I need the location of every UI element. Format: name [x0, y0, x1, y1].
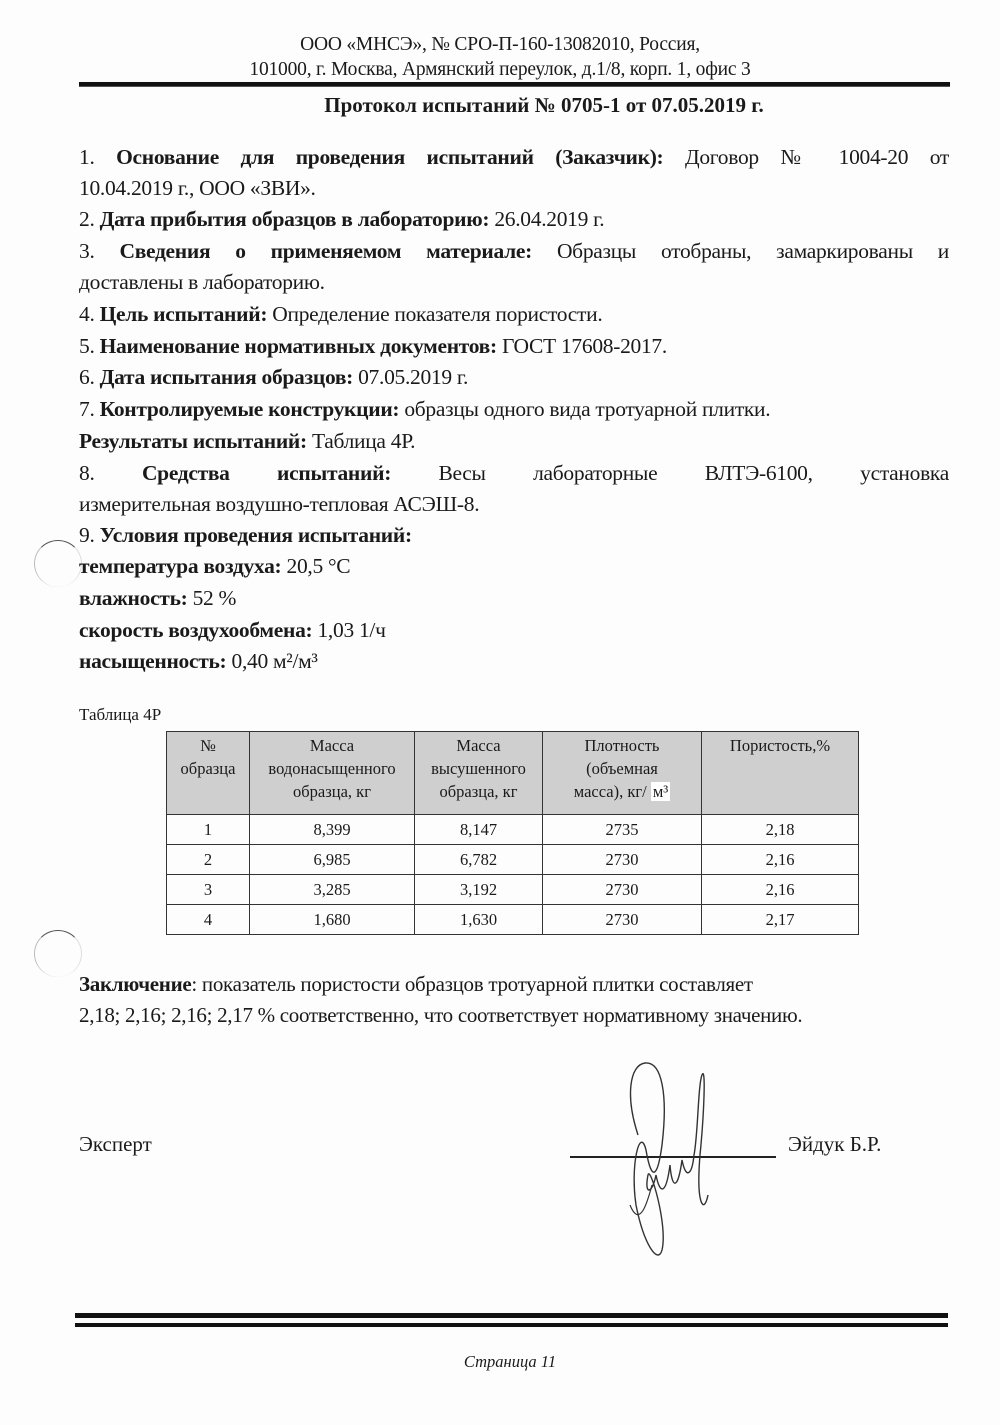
item-value: образцы одного вида тротуарной плитки. — [404, 397, 771, 421]
document-title: Протокол испытаний № 0705-1 от 07.05.2019 г. — [324, 93, 764, 117]
cell-wet-mass: 8,399 — [250, 815, 415, 845]
table-row — [167, 875, 859, 905]
results-table — [166, 731, 859, 935]
item-1 — [79, 142, 949, 173]
conclusion-text: : показатель пористости образцов тротуарной плитки составляет — [191, 972, 753, 996]
cell-density: 2730 — [543, 875, 702, 905]
item-9 — [79, 520, 949, 551]
item-value: Договор № 1004-20 от — [684, 145, 949, 169]
header-porosity: Пористость,% — [702, 732, 859, 815]
header-rule-thin — [79, 86, 950, 87]
item-number: 4. — [79, 302, 95, 326]
item-number: 9. — [79, 523, 95, 547]
item-label: Средства испытаний: — [141, 461, 392, 485]
item-value: Весы лабораторные ВЛТЭ-6100, установка — [438, 461, 949, 485]
org-header-line2: 101000, г. Москва, Армянский переулок, д.1/8, корп. 1, офис 3 — [249, 59, 751, 80]
header-dry-mass: Масса высушенного образца, кг — [415, 732, 543, 815]
item-5 — [79, 331, 949, 362]
item-number: 7. — [79, 397, 95, 421]
cell-dry-mass: 1,630 — [415, 905, 543, 935]
cell-porosity: 2,16 — [702, 845, 859, 875]
item-number: 6. — [79, 365, 95, 389]
condition-label: насыщенность: — [79, 649, 227, 673]
item-label: Дата прибытия образцов в лабораторию: — [99, 207, 490, 231]
item-1-cont: 10.04.2019 г., ООО «ЗВИ». — [79, 176, 316, 200]
table-row — [167, 905, 859, 935]
item-2 — [79, 204, 949, 235]
condition-value: 52 % — [192, 586, 237, 610]
item-label: Основание для проведения испытаний (Заказчик): — [116, 145, 664, 169]
item-value: Определение показателя пористости. — [272, 302, 603, 326]
item-label: Сведения о применяемом материале: — [119, 239, 532, 263]
item-7 — [79, 394, 949, 425]
item-value: Образцы отобраны, замаркированы и — [556, 239, 949, 263]
footer-rule — [75, 1323, 948, 1327]
cell-density: 2730 — [543, 905, 702, 935]
item-8 — [79, 458, 949, 489]
condition-temperature — [79, 551, 949, 582]
item-label: Условия проведения испытаний: — [99, 523, 412, 547]
header-density: Плотность (объемная масса), кг/ м³ — [543, 732, 702, 815]
org-header-line1: ООО «МНСЭ», № СРО-П-160-13082010, Россия, — [300, 34, 700, 55]
cell-dry-mass: 3,192 — [415, 875, 543, 905]
cell-porosity: 2,18 — [702, 815, 859, 845]
condition-value: 20,5 °С — [286, 554, 351, 578]
condition-humidity — [79, 583, 949, 614]
cell-sample-no: 1 — [167, 815, 250, 845]
cell-dry-mass: 8,147 — [415, 815, 543, 845]
results-label: Результаты испытаний: — [79, 429, 307, 453]
table-header-row — [167, 732, 859, 815]
cell-sample-no: 4 — [167, 905, 250, 935]
cell-porosity: 2,16 — [702, 875, 859, 905]
condition-label: скорость воздухообмена: — [79, 618, 313, 642]
cell-wet-mass: 3,285 — [250, 875, 415, 905]
conclusion-label: Заключение — [79, 972, 192, 996]
punch-hole-mark — [34, 540, 82, 587]
item-label: Цель испытаний: — [99, 302, 268, 326]
results-value: Таблица 4Р. — [311, 429, 416, 453]
conclusion-line2: 2,18; 2,16; 2,16; 2,17 % соответственно, что соответствует нормативному значению. — [79, 1003, 803, 1027]
item-6 — [79, 362, 949, 393]
condition-label: температура воздуха: — [79, 554, 282, 578]
table-row — [167, 815, 859, 845]
condition-value: 1,03 1/ч — [317, 618, 386, 642]
item-value: 26.04.2019 г. — [494, 207, 605, 231]
item-number: 5. — [79, 334, 95, 358]
cell-wet-mass: 6,985 — [250, 845, 415, 875]
item-3 — [79, 236, 949, 267]
cell-sample-no: 2 — [167, 845, 250, 875]
item-number: 3. — [79, 239, 95, 263]
item-number: 2. — [79, 207, 95, 231]
item-value: 07.05.2019 г. — [358, 365, 469, 389]
cell-wet-mass: 1,680 — [250, 905, 415, 935]
conclusion-line1 — [79, 969, 949, 1000]
handwritten-signature — [600, 1055, 730, 1270]
page-number: Страница 11 — [463, 1352, 557, 1371]
item-value: ГОСТ 17608-2017. — [501, 334, 667, 358]
cell-density: 2730 — [543, 845, 702, 875]
item-label: Дата испытания образцов: — [99, 365, 354, 389]
condition-label: влажность: — [79, 586, 188, 610]
expert-name: Эйдук Б.Р. — [788, 1132, 882, 1156]
item-4 — [79, 299, 949, 330]
cell-porosity: 2,17 — [702, 905, 859, 935]
condition-air-exchange — [79, 615, 949, 646]
footer-rule — [75, 1313, 948, 1318]
expert-role: Эксперт — [79, 1132, 152, 1156]
header-wet-mass: Масса водонасыщенного образца, кг — [250, 732, 415, 815]
table-row — [167, 845, 859, 875]
punch-hole-mark — [34, 930, 82, 977]
item-label: Наименование нормативных документов: — [99, 334, 497, 358]
item-number: 8. — [79, 461, 95, 485]
item-label: Контролируемые конструкции: — [99, 397, 400, 421]
condition-saturation — [79, 646, 949, 677]
table-caption: Таблица 4Р — [79, 705, 162, 724]
item-8-cont: измерительная воздушно-тепловая АСЭШ-8. — [79, 492, 480, 516]
cell-sample-no: 3 — [167, 875, 250, 905]
cell-dry-mass: 6,782 — [415, 845, 543, 875]
item-3-cont: доставлены в лабораторию. — [79, 270, 325, 294]
header-sample-no: № образца — [167, 732, 250, 815]
item-number: 1. — [79, 145, 95, 169]
results-line — [79, 426, 949, 457]
cell-density: 2735 — [543, 815, 702, 845]
condition-value: 0,40 м²/м³ — [231, 649, 318, 673]
